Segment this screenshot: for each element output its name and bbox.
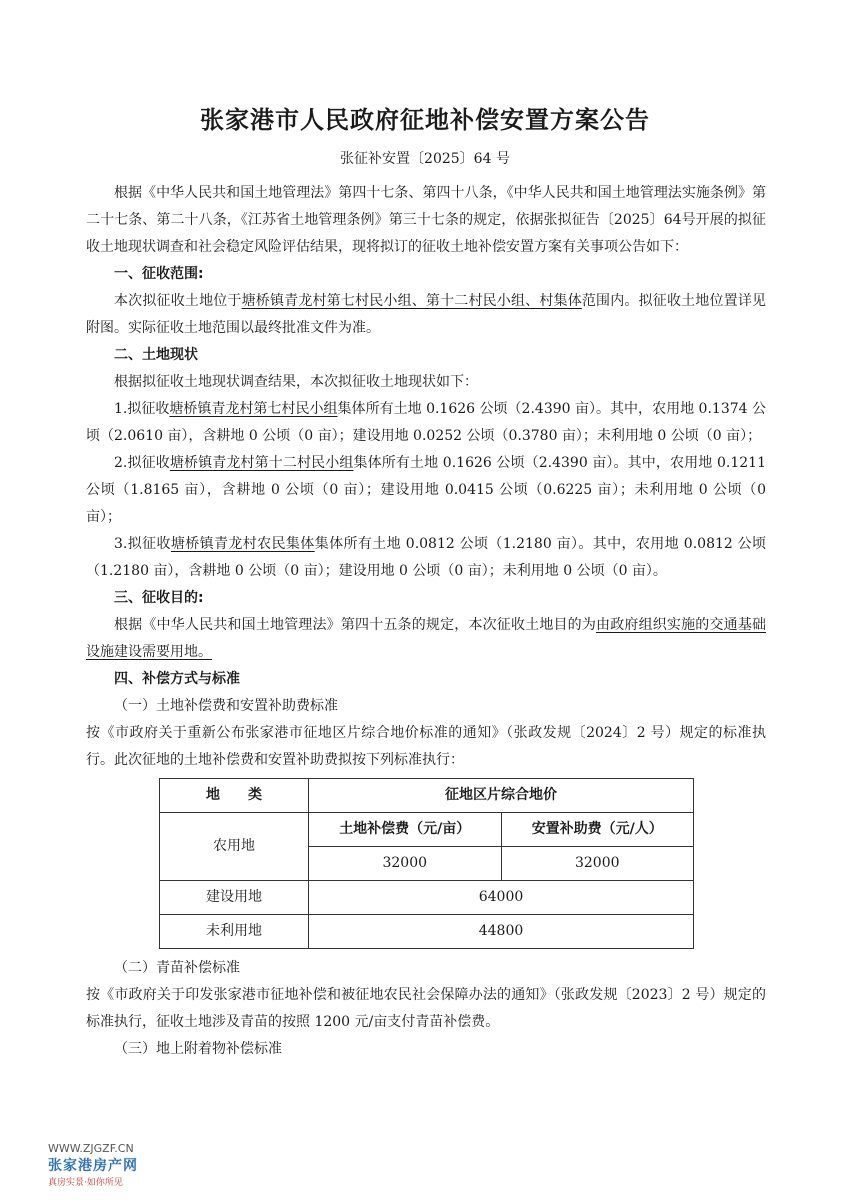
table-row [160,813,694,847]
watermark-logo [48,1142,138,1188]
text-span: 根据《中华人民共和国土地管理法》第四十五条的规定，本次征收土地目的为 [114,617,597,633]
table-row [160,915,694,949]
land-item-3 [86,531,766,585]
table-cell: 农用地 [160,813,309,881]
text-span: 本次拟征收土地位于 [114,293,242,309]
table-row [160,881,694,915]
intro-paragraph: 根据《中华人民共和国土地管理法》第四十七条、第四十八条，《中华人民共和国土地管理法实施条例》第二十七条、第二十八条，《江苏省土地管理条例》第三十七条的规定，依据张拟征告〔2025〕64号开展的拟征收土地现状调查和社会稳定风险评估结果，现将拟订的征收土地补偿安置方案有关事项公告如下： [86,185,766,255]
watermark-name: 张家港房产网 [48,1158,138,1174]
table-cell: 32000 [501,847,694,881]
text-span: 1.拟征收 [114,401,170,417]
table-header-cell: 征地区片综合地价 [309,779,694,813]
land-item-1 [86,396,766,450]
underlined-text: 塘桥镇青龙村第十二村民小组 [169,455,354,471]
underlined-text: 塘桥镇青龙村农民集体 [170,536,315,552]
table-header-cell: 地 类 [160,779,309,813]
document-body [86,180,766,1063]
section-1-heading: 一、征收范围: [114,266,204,282]
table-cell: 32000 [309,847,502,881]
section-1-paragraph [86,288,766,342]
text-span: 集体所有土地 0.1626 公顷（2.4390 亩）。其中，农用地 0.1374 公顷（2.0610 亩），含耕地 0 公顷（0 亩）；建设用地 0.0252 公顷（0.3780 亩）；未利用地 0 公顷（0 亩）； [86,401,767,444]
table-header-cell: 安置补助费（元/人） [501,813,694,847]
document-number: 张征补安置〔2025〕64 号 [340,151,510,167]
table-cell: 建设用地 [160,881,309,915]
section-2-heading: 二、土地现状 [114,347,198,363]
subsection-1-heading: （一）土地补偿费和安置补助费标准 [114,698,338,714]
subsection-1-text: 按《市政府关于重新公布张家港市征地区片综合地价标准的通知》（张政发规〔2024〕2 号）规定的标准执行。此次征地的土地补偿费和安置补助费拟按下列标准执行： [86,725,766,768]
compensation-table [159,778,694,949]
subsection-2-heading: （二）青苗补偿标准 [114,960,240,976]
watermark-url: WWW.ZJGZF.CN [48,1142,134,1155]
table-cell: 64000 [309,881,694,915]
underlined-text: 由政府组织实施的交通基础设施建设需要用地。 [86,617,767,660]
section-3-heading: 三、征收目的: [114,590,204,606]
land-item-2 [86,450,766,531]
table-row [160,779,694,813]
text-span: 3.拟征收 [114,536,171,552]
text-span: 范围内。拟征收土地位置详见附图。实际征收土地范围以最终批准文件为准。 [86,293,767,336]
table-header-cell: 土地补偿费（元/亩） [309,813,502,847]
section-3-paragraph [86,612,766,666]
text-span: 集体所有土地 0.1626 公顷（2.4390 亩）。其中，农用地 0.1211 公顷（1.8165 亩），含耕地 0 公顷（0 亩）；建设用地 0.0415 公顷（0.6225 亩）；未利用地 0 公顷（0 亩）； [86,455,766,525]
watermark-slogan: 真房实景·如你所见 [48,1178,123,1188]
document-title: 张家港市人民政府征地补偿安置方案公告 [200,106,650,134]
subsection-3-heading: （三）地上附着物补偿标准 [114,1041,282,1057]
table-cell: 未利用地 [160,915,309,949]
subsection-2-text: 按《市政府关于印发张家港市征地补偿和被征地农民社会保障办法的通知》（张政发规〔2023〕2 号）规定的标准执行，征收土地涉及青苗的按照 1200 元/亩支付青苗补偿费。 [86,987,766,1030]
text-span: 2.拟征收 [114,455,170,471]
underlined-text: 塘桥镇青龙村第七村民小组、第十二村民小组、村集体 [241,293,582,309]
text-span: 集体所有土地 0.0812 公顷（1.2180 亩）。其中，农用地 0.0812 公顷（1.2180 亩），含耕地 0 公顷（0 亩）；建设用地 0 公顷（0 亩）；未利用地 0 公顷（0 亩）。 [86,536,767,579]
underlined-text: 塘桥镇青龙村第七村民小组 [169,401,338,417]
section-4-heading: 四、补偿方式与标准 [114,671,240,687]
section-2-lead: 根据拟征收土地现状调查结果，本次拟征收土地现状如下： [114,374,478,390]
table-cell: 44800 [309,915,694,949]
